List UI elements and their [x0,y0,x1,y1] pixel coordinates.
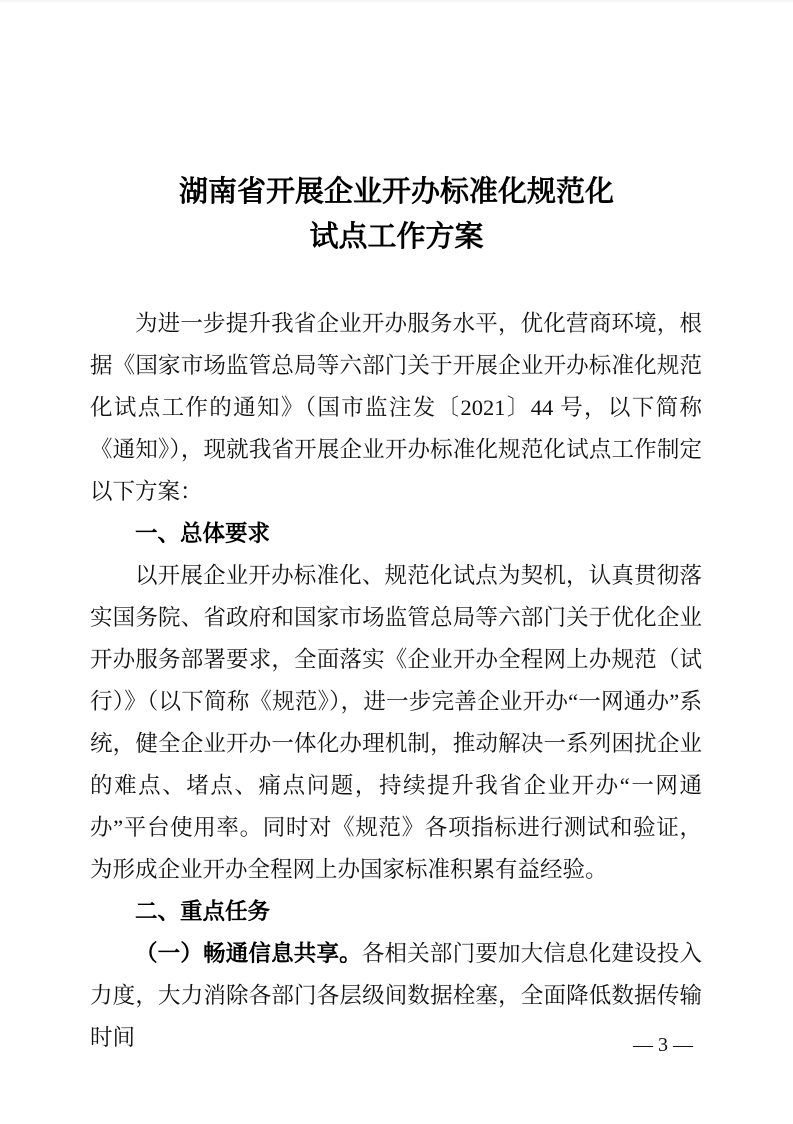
item-1-lead: （一）畅通信息共享。 [135,941,362,966]
section-1-heading: 一、总体要求 [135,521,271,546]
document-title [0,170,793,260]
document-title-line2: 试点工作方案 [309,221,484,253]
intro-paragraph: 为进一步提升我省企业开办服务水平，优化营商环境，根据《国家市场监管总局等六部门关于开展企业开办标准化规范化试点工作的通知》（国市监注发〔2021〕44 号，以下简称《通知》），现就我省开展企业开办标准化规范化试点工作制定以下方案： [90,311,702,504]
section-2-heading: 二、重点任务 [135,899,271,924]
page-number: — 3 — [633,1034,693,1056]
section-2-item-1 [90,933,702,1059]
document-title-line1: 湖南省开展企业开办标准化规范化 [178,176,614,208]
section-1-paragraph: 以开展企业开办标准化、规范化试点为契机，认真贯彻落实国务院、省政府和国家市场监管总局等六部门关于优化企业开办服务部署要求，全面落实《企业开办全程网上办规范（试行）》（以下简称《规范》），进一步完善企业开办“一网通办”系统，健全企业开办一体化办理机制，推动解决一系列困扰企业的难点、堵点、痛点问题，持续提升我省企业开办“一网通办”平台使用率。同时对《规范》各项指标进行测试和验证，为形成企业开办全程网上办国家标准积累有益经验。 [90,563,702,882]
item-1-text: 各相关部门要加大信息化建设投入力度，大力消除各部门各层级间数据栓塞，全面降低数据传输时间 [90,941,702,1050]
document-body [90,303,702,1059]
